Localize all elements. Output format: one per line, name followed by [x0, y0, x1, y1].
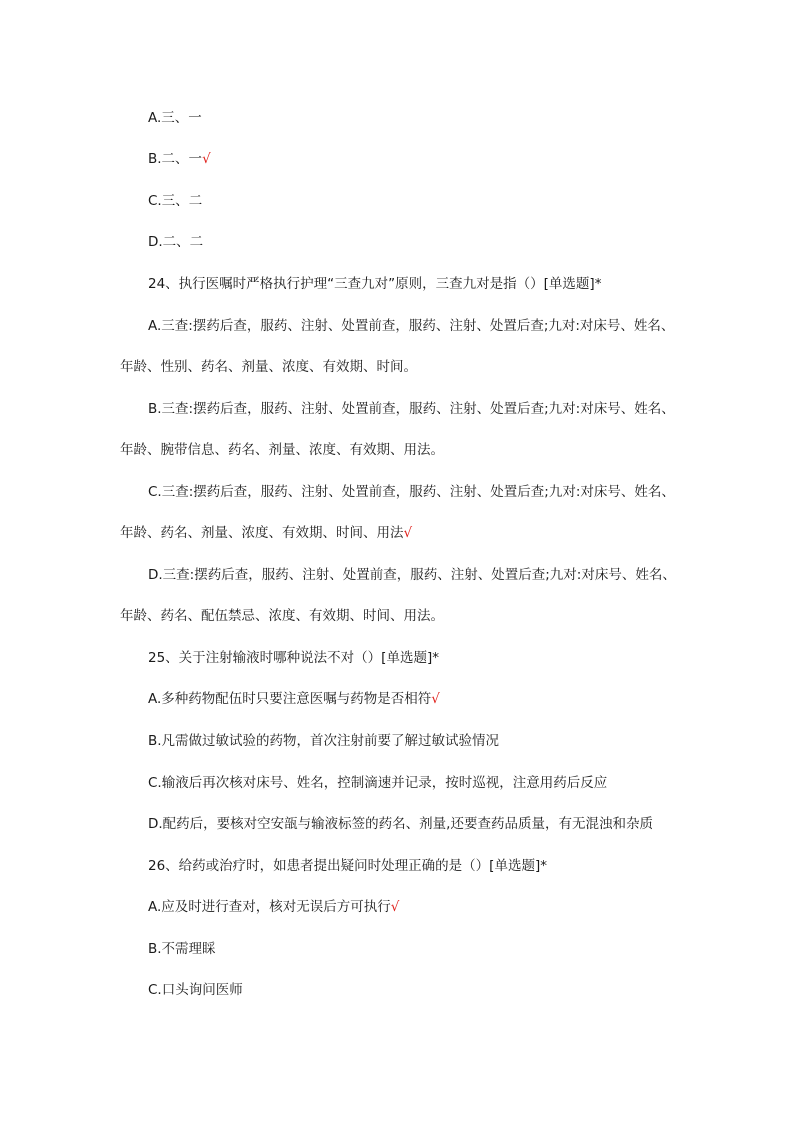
q24-option-c: C.三查:摆药后查，服药、注射、处置前查，服药、注射、处置后查;九对:对床号、姓名、: [148, 484, 675, 500]
q24-option-b: B.三查:摆药后查，服药、注射、处置前查，服药、注射、处置后查;九对:对床号、姓名、: [148, 401, 675, 417]
q26-option-c: C.口头询问医师: [148, 982, 243, 998]
q24-option-a-cont: 年龄、性别、药名、剂量、浓度、有效期、时间。: [120, 359, 417, 375]
q24-option-c-cont: 年龄、药名、剂量、浓度、有效期、时间、用法√: [120, 525, 413, 541]
correct-check-mark: √: [431, 691, 440, 707]
q25-option-b: B.凡需做过敏试验的药物，首次注射前要了解过敏试验情况: [148, 733, 500, 749]
q24-option-b-cont: 年龄、腕带信息、药名、剂量、浓度、有效期、用法。: [120, 442, 444, 458]
q24-option-a: A.三查:摆药后查，服药、注射、处置前查，服药、注射、处置后查;九对:对床号、姓名、: [148, 318, 675, 334]
correct-check-mark: √: [202, 151, 211, 167]
q24-option-d-cont: 年龄、药名、配伍禁忌、浓度、有效期、时间、用法。: [120, 608, 444, 624]
q25-option-d: D.配药后，要核对空安瓿与输液标签的药名、剂量,还要查药品质量，有无混浊和杂质: [148, 816, 653, 832]
option-c: C.三、二: [148, 193, 203, 209]
option-d: D.二、二: [148, 234, 204, 250]
question-25: 25、关于注射输液时哪种说法不对（）[单选题]*: [148, 650, 439, 666]
q26-option-b: B.不需理睬: [148, 941, 216, 957]
q25-option-a: A.多种药物配伍时只要注意医嘱与药物是否相符√: [148, 691, 440, 707]
q24-option-d: D.三查:摆药后查，服药、注射、处置前查，服药、注射、处置后查;九对:对床号、姓名、: [148, 567, 676, 583]
correct-check-mark: √: [403, 525, 413, 541]
correct-check-mark: √: [390, 899, 400, 915]
question-26: 26、给药或治疗时，如患者提出疑问时处理正确的是（）[单选题]*: [148, 858, 547, 874]
option-a: A.三、一: [148, 110, 202, 126]
q25-option-c: C.输液后再次核对床号、姓名，控制滴速并记录，按时巡视，注意用药后反应: [148, 775, 608, 791]
question-24: 24、执行医嘱时严格执行护理“三查九对”原则，三查九对是指（）[单选题]*: [148, 276, 602, 292]
option-b: B.二、一√: [148, 151, 211, 167]
q26-option-a: A.应及时进行查对，核对无误后方可执行√: [148, 899, 400, 915]
